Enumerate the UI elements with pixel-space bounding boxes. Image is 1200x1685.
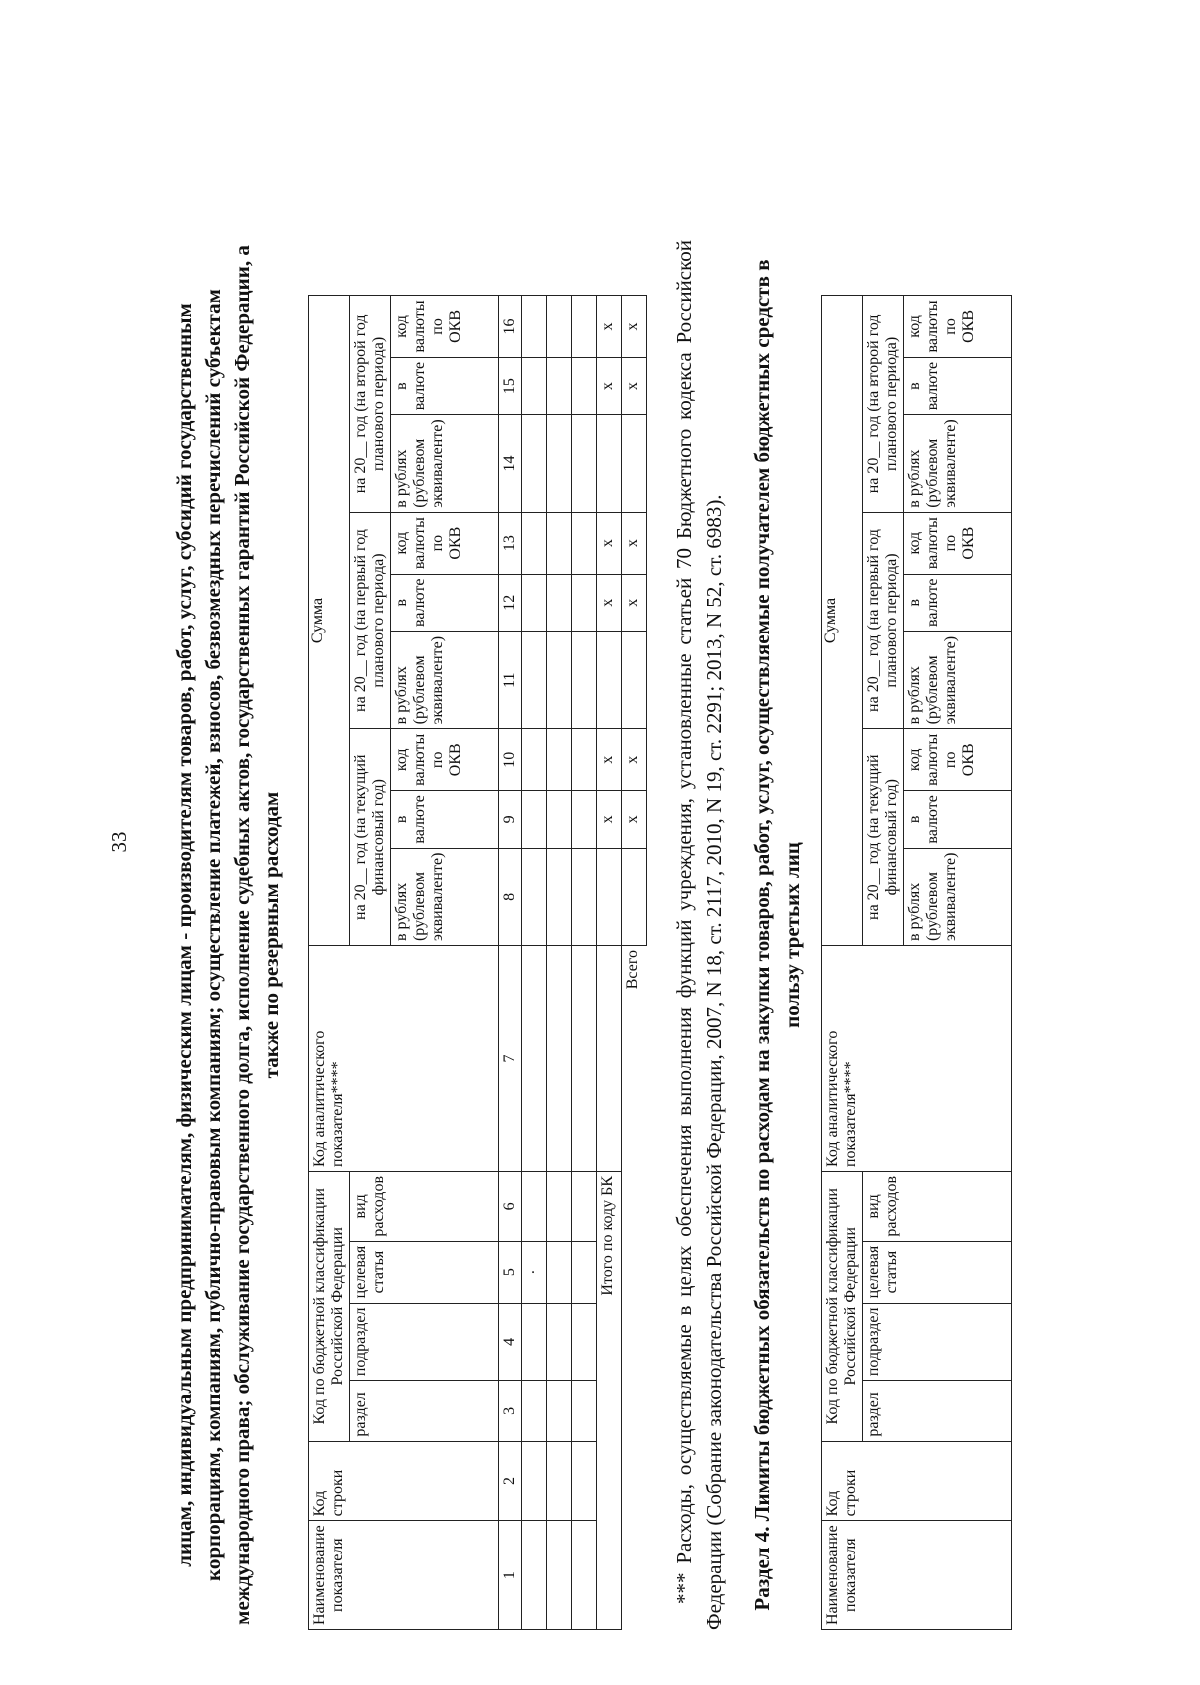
header-type: вид расходов — [350, 1172, 499, 1242]
header-row-code: Код строки — [822, 1441, 1012, 1521]
x-mark: x — [597, 357, 622, 414]
header-name: Наименование показателя — [309, 1521, 499, 1630]
footnote: *** Расходы, осуществляемые в целях обеспечения выполнения функций учреждения, установленные статьей 70 Бюджетного кодекса Российской Федерации (Собрание законодательства Российской Федерации, 2007, N 18, ст. 2117, 2010, N 19, ст. 2291; 2013, N 52, ст. 6983). — [672, 240, 726, 1630]
header-bk: Код по бюджетной классификации Российской Федерации — [309, 1172, 350, 1442]
sub-okv: код валюты по ОКВ — [391, 729, 499, 791]
header-year-second: на 20__ год (на второй год планового периода) — [863, 296, 904, 513]
section-4-title: Раздел 4. Лимиты бюджетных обязательств по расходам на закупки товаров, работ, услуг, осуществляемые получателем бюджетных средств в пользу третьих лиц — [750, 259, 804, 1611]
sub-val: в валюте — [904, 574, 1012, 631]
header-year-first: на 20__ год (на первый год планового периода) — [350, 512, 391, 729]
x-mark: x — [622, 729, 647, 791]
sub-val: в валюте — [391, 357, 499, 414]
total-bk-label: Итого по коду БК — [597, 1172, 622, 1630]
header-target: целевая статья — [350, 1241, 499, 1303]
sub-okv: код валюты по ОКВ — [391, 512, 499, 574]
header-year-current: на 20__ год (на текущий финансовый год) — [350, 729, 391, 946]
x-mark: x — [622, 357, 647, 414]
col-number: 2 — [499, 1441, 522, 1521]
header-year-second: на 20__ год (на второй год планового периода) — [350, 296, 391, 513]
x-mark: x — [622, 296, 647, 358]
col-number: 15 — [499, 357, 522, 414]
sub-rub: в рублях (рублевом эквиваленте) — [904, 848, 1012, 945]
x-mark: x — [622, 574, 647, 631]
x-mark: x — [597, 729, 622, 791]
table-row — [522, 296, 547, 1630]
col-number: 7 — [499, 946, 522, 1172]
col-number: 14 — [499, 415, 522, 512]
header-year-first: на 20__ год (на первый год планового периода) — [863, 512, 904, 729]
sub-val: в валюте — [391, 574, 499, 631]
total-label: Всего — [624, 950, 641, 990]
col-number: 16 — [499, 296, 522, 358]
rotated-page-content — [150, 170, 1150, 1630]
expenses-table — [308, 295, 647, 1630]
sub-rub: в рублях (рублевом эквиваленте) — [904, 631, 1012, 728]
col-number: 6 — [499, 1172, 522, 1242]
x-mark: x — [597, 574, 622, 631]
header-target: целевая статья — [863, 1241, 1012, 1303]
total-bk-row — [597, 296, 622, 1630]
sub-okv: код валюты по ОКВ — [904, 729, 1012, 791]
col-number: 12 — [499, 574, 522, 631]
col-number: 9 — [499, 791, 522, 848]
sub-okv: код валюты по ОКВ — [904, 296, 1012, 358]
sub-val: в валюте — [391, 791, 499, 848]
col-number: 4 — [499, 1303, 522, 1381]
page-number: 33 — [107, 831, 131, 853]
x-mark: x — [622, 512, 647, 574]
sub-val: в валюте — [904, 357, 1012, 414]
col-number: 8 — [499, 848, 522, 945]
sub-rub: в рублях (рублевом эквиваленте) — [391, 631, 499, 728]
table-row — [572, 296, 597, 1630]
x-mark: x — [597, 791, 622, 848]
sub-okv: код валюты по ОКВ — [391, 296, 499, 358]
limits-table — [821, 295, 1012, 1630]
intro-paragraph: лицам, индивидуальным предпринимателям, физическим лицам - производителям товаров, работ, услуг, субсидий государственным корпорациям, компаниям, публично-правовым компаниям; осуществление платежей, взносов, безвозмездных перечислений субъектам международного права; обслуживание государственного долга, исполнение судебных актов, государственных гарантий Российской Федерации, а также по резервным расходам — [172, 245, 283, 1625]
dot-mark: . — [522, 1241, 547, 1303]
sub-rub: в рублях (рублевом эквиваленте) — [904, 415, 1012, 512]
header-sum: Сумма — [822, 296, 863, 946]
header-razdel: раздел — [350, 1381, 499, 1441]
header-bk: Код по бюджетной классификации Российской Федерации — [822, 1172, 863, 1442]
header-type: вид расходов — [863, 1172, 1012, 1242]
header-podrazdel: подраздел — [863, 1303, 1012, 1381]
header-analytic: Код аналитического показателя**** — [822, 946, 1012, 1172]
header-name: Наименование показателя — [822, 1521, 1012, 1630]
sub-rub: в рублях (рублевом эквиваленте) — [391, 415, 499, 512]
col-number: 5 — [499, 1241, 522, 1303]
col-number: 13 — [499, 512, 522, 574]
table-row — [547, 296, 572, 1630]
sub-okv: код валюты по ОКВ — [904, 512, 1012, 574]
header-podrazdel: подраздел — [350, 1303, 499, 1381]
column-number-row — [499, 296, 522, 1630]
header-year-current: на 20__ год (на текущий финансовый год) — [863, 729, 904, 946]
col-number: 3 — [499, 1381, 522, 1441]
col-number: 10 — [499, 729, 522, 791]
sub-val: в валюте — [904, 791, 1012, 848]
header-sum: Сумма — [309, 296, 350, 946]
col-number: 1 — [499, 1521, 522, 1630]
header-razdel: раздел — [863, 1381, 1012, 1441]
sub-rub: в рублях (рублевом эквиваленте) — [391, 848, 499, 945]
col-number: 11 — [499, 631, 522, 728]
header-analytic: Код аналитического показателя**** — [309, 946, 499, 1172]
header-row-code: Код строки — [309, 1441, 499, 1521]
x-mark: x — [597, 512, 622, 574]
x-mark: x — [597, 296, 622, 358]
x-mark: x — [622, 791, 647, 848]
total-row — [622, 296, 647, 1630]
